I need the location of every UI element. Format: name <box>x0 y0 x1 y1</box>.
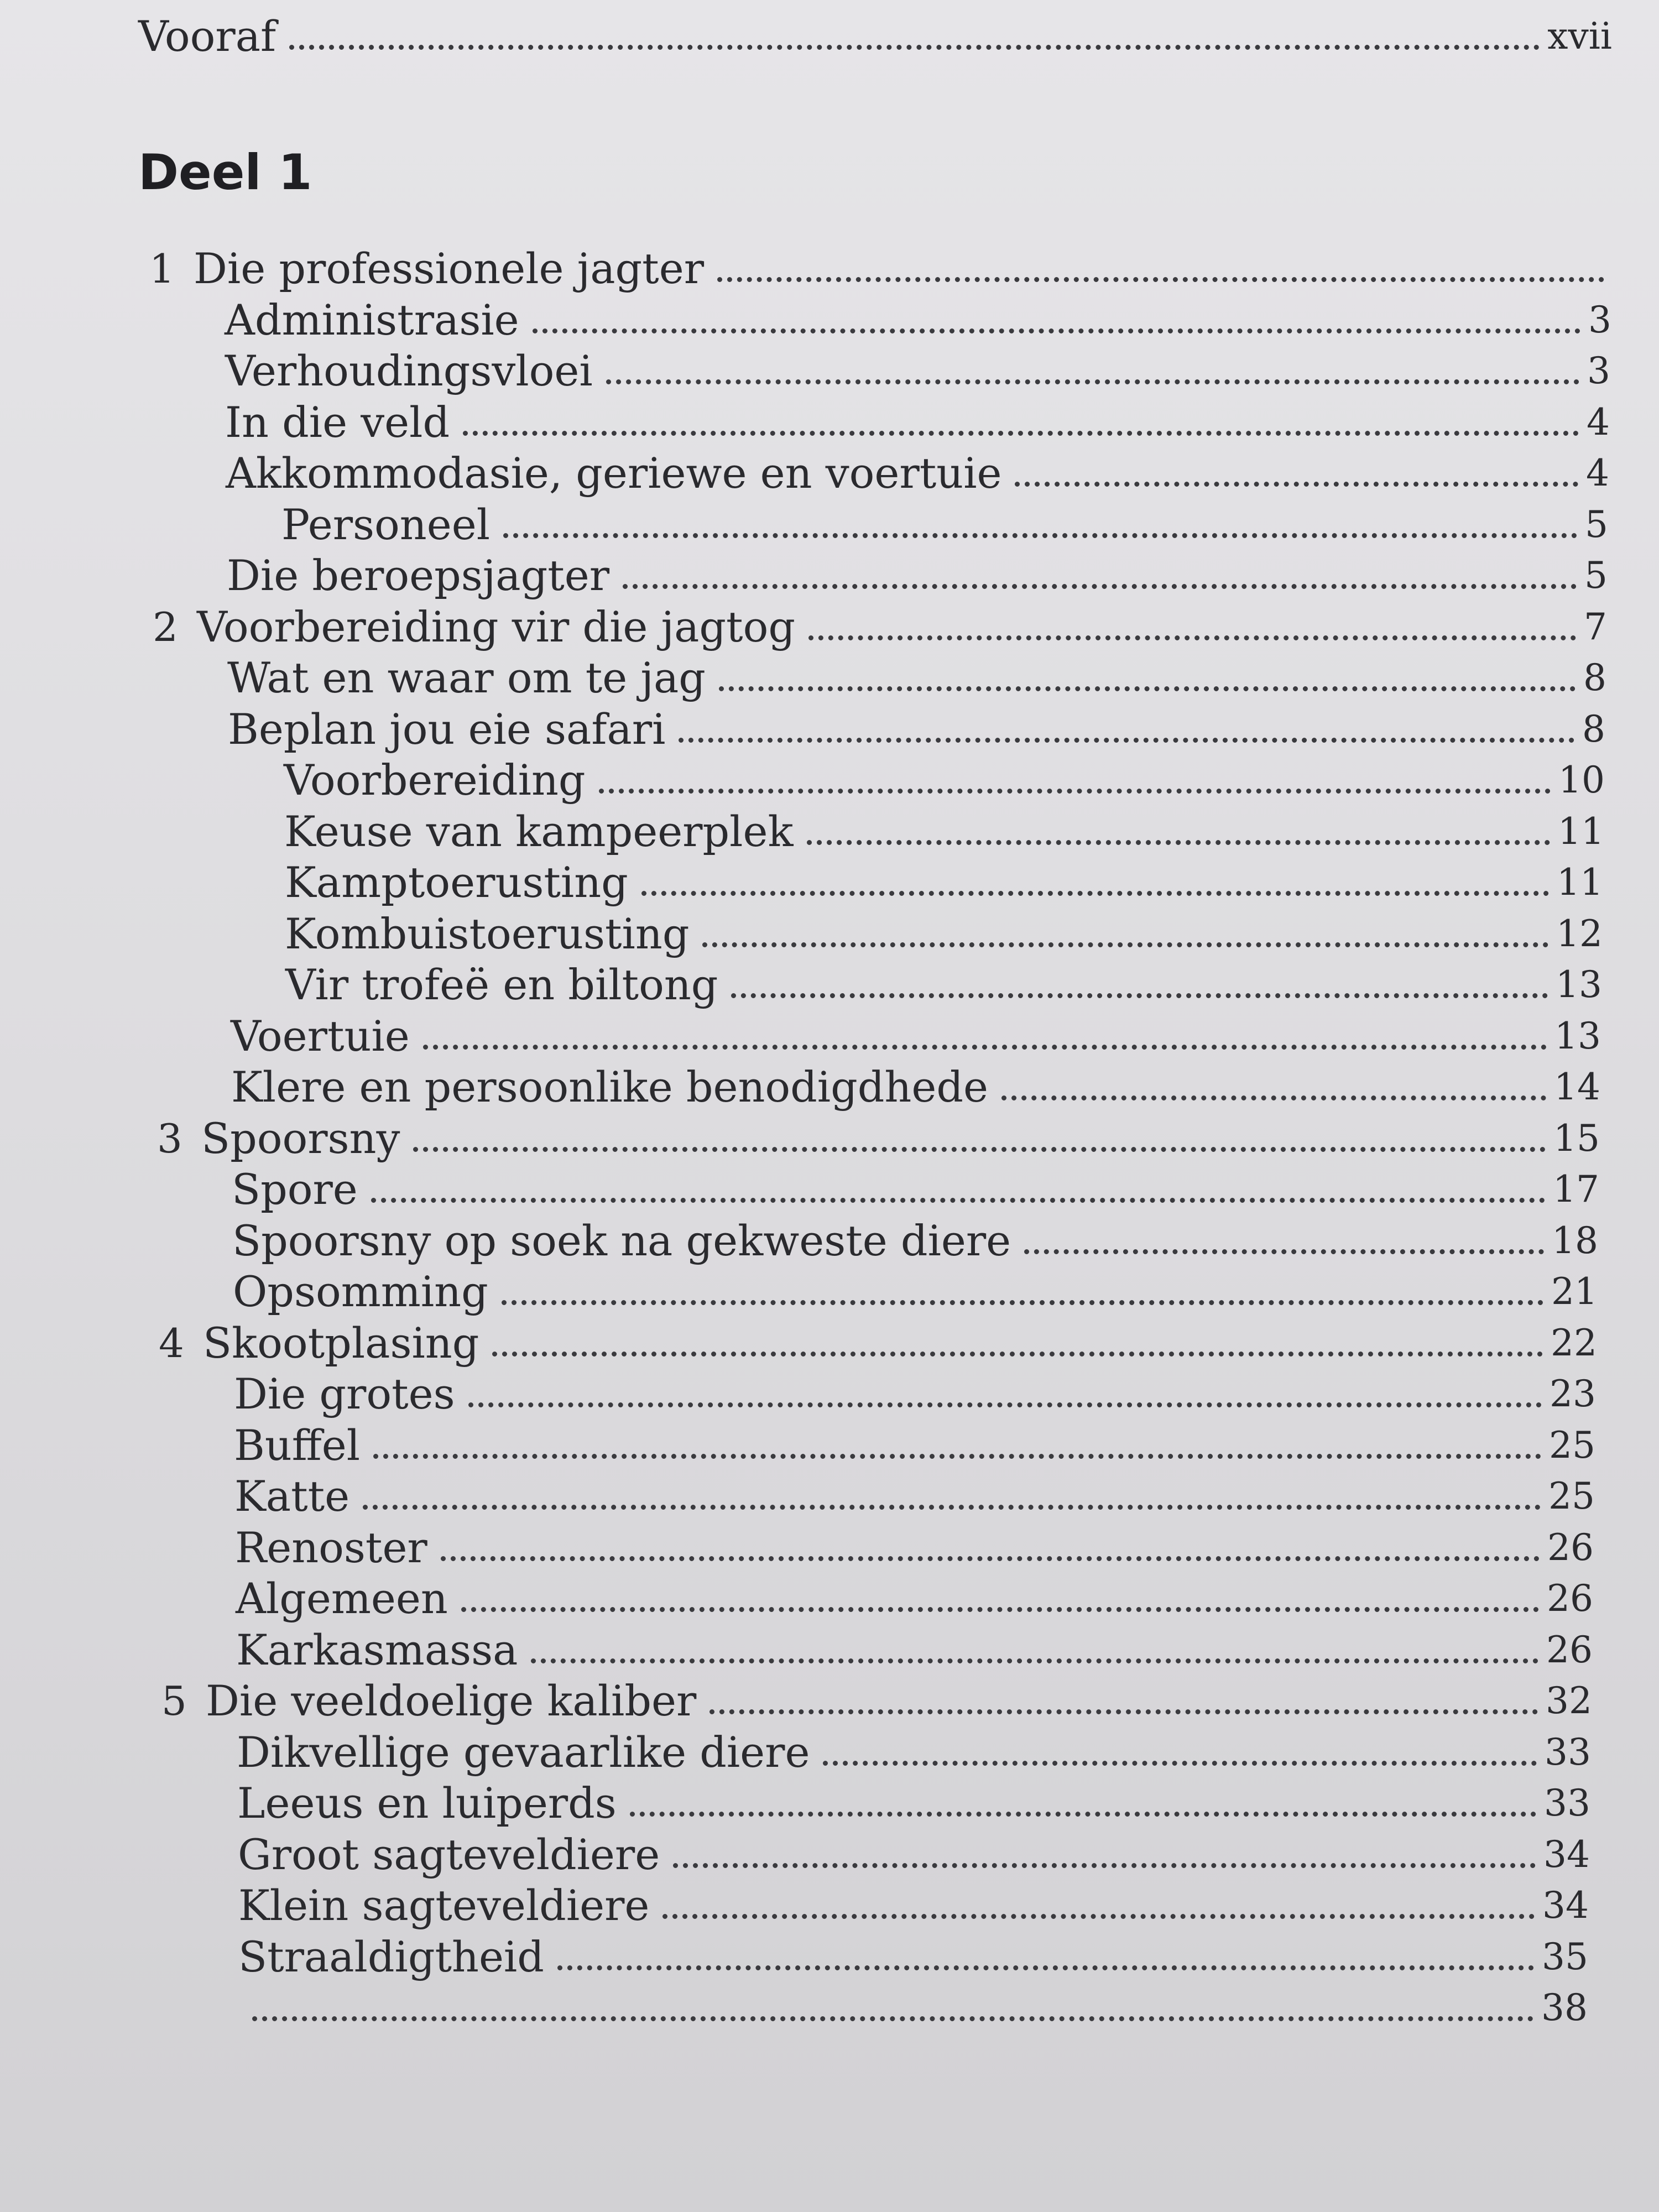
section-title: Algemeen <box>236 1574 448 1623</box>
dot-leader <box>1001 1095 1546 1100</box>
toc-entry <box>0 806 1659 857</box>
dot-leader <box>252 2016 1533 2021</box>
section-title: Opsomming <box>233 1267 488 1316</box>
toc-entry-page: 3 <box>1587 349 1610 392</box>
chapter-number: 3 <box>157 1115 182 1162</box>
toc-entry-page: 33 <box>1544 1782 1590 1824</box>
section-title: Kamptoerusting <box>285 858 628 907</box>
dot-leader <box>531 1658 1538 1663</box>
dot-leader <box>463 431 1579 436</box>
toc-entry <box>0 1215 1659 1266</box>
toc-entry <box>0 909 1659 959</box>
toc-entry-page: 21 <box>1551 1270 1598 1313</box>
dot-leader <box>1015 482 1578 487</box>
toc-entry <box>0 959 1659 1010</box>
toc-entry-page: 33 <box>1545 1730 1591 1773</box>
dot-leader <box>413 1147 1546 1152</box>
toc-entry-page: 10 <box>1558 759 1605 801</box>
dot-leader <box>662 1914 1535 1919</box>
toc-entry <box>0 602 1659 653</box>
dot-leader <box>807 840 1551 845</box>
dot-leader <box>599 789 1551 794</box>
chapter-title: Die veeldoelige kaliber <box>206 1676 697 1725</box>
toc-entry-page: 26 <box>1546 1628 1593 1671</box>
toc-entry <box>0 1318 1659 1369</box>
toc-entry <box>0 1266 1659 1317</box>
section-title: Spoorsny op soek na gekweste diere <box>232 1215 1011 1265</box>
section-title: Renoster <box>235 1522 427 1572</box>
toc-entry <box>0 1778 1659 1829</box>
toc-entry <box>0 1369 1659 1420</box>
dot-leader <box>719 686 1575 691</box>
toc-entry-page: 14 <box>1554 1066 1600 1108</box>
chapter-title: Skootplasing <box>203 1318 479 1368</box>
section-title: Vir trofeë en biltong <box>285 960 718 1009</box>
dot-leader <box>441 1556 1540 1561</box>
toc-entry <box>0 243 1659 294</box>
dot-leader <box>502 1300 1543 1305</box>
toc-entry <box>0 397 1659 448</box>
toc-entry-page: 4 <box>1587 400 1610 444</box>
toc-entry-page: 4 <box>1586 452 1609 494</box>
section-title: Voorbereiding <box>284 755 586 805</box>
toc-entry <box>0 448 1659 499</box>
dot-leader <box>492 1352 1543 1357</box>
toc-entry <box>0 1625 1659 1676</box>
dot-leader <box>1024 1249 1544 1254</box>
toc-entry <box>0 653 1659 703</box>
toc-entry <box>0 704 1659 755</box>
section-title: Beplan jou eie safari <box>228 704 666 754</box>
chapter-title: Die professionele jagter <box>194 244 705 293</box>
section-title: Klere en persoonlike benodigdhede <box>231 1062 988 1112</box>
dot-leader <box>823 1761 1537 1766</box>
toc-entry <box>0 1164 1659 1215</box>
dot-leader <box>808 635 1576 640</box>
toc-entry-title: Vooraf <box>138 12 276 61</box>
toc-entry-page: 5 <box>1584 554 1608 597</box>
dot-leader <box>673 1863 1536 1868</box>
toc-entry <box>0 1573 1659 1624</box>
section-title: Administrasie <box>225 295 519 345</box>
dot-leader <box>557 1965 1534 1970</box>
dot-leader <box>630 1812 1536 1817</box>
toc-entry-page: 38 <box>1541 1986 1588 2029</box>
dot-leader <box>373 1454 1541 1459</box>
section-title: Spore <box>232 1165 358 1214</box>
dot-leader <box>679 738 1574 743</box>
section-title: Personeel <box>281 499 490 549</box>
toc-entry-page: 8 <box>1582 707 1605 750</box>
toc-entry-page: 26 <box>1547 1577 1593 1620</box>
toc-entry <box>0 755 1659 806</box>
toc-entry-page: 12 <box>1556 912 1603 955</box>
toc-entry-page: 17 <box>1553 1168 1599 1211</box>
toc-entry <box>0 550 1659 601</box>
toc-entry-page: 8 <box>1583 656 1606 699</box>
dot-leader <box>731 993 1548 998</box>
section-title: Klein sagteveldiere <box>238 1881 650 1930</box>
section-title: Kombuistoerusting <box>285 909 690 958</box>
section-title: Akkommodasie, geriewe en voertuie <box>226 448 1002 498</box>
toc-entry <box>0 1471 1659 1522</box>
toc-entry-page: 35 <box>1542 1935 1588 1978</box>
toc-entry-intro <box>0 11 1659 62</box>
section-title: Leeus en luiperds <box>237 1778 617 1828</box>
dot-leader <box>533 328 1580 333</box>
toc-entry-page: 15 <box>1553 1117 1600 1160</box>
toc-entry-page: 3 <box>1588 298 1611 341</box>
toc-entry-page: 34 <box>1543 1833 1590 1876</box>
toc-entry <box>0 295 1659 346</box>
section-title: In die veld <box>225 397 450 447</box>
dot-leader <box>717 277 1604 282</box>
dot-leader <box>503 533 1577 538</box>
toc-entry <box>0 1113 1659 1164</box>
dot-leader <box>468 1402 1542 1407</box>
section-title: Dikvellige gevaarlike diere <box>237 1727 810 1777</box>
section-title: Katte <box>234 1472 350 1521</box>
dot-leader <box>371 1198 1545 1203</box>
toc-entry-page: 25 <box>1549 1423 1595 1467</box>
section-title: Buffel <box>234 1420 361 1470</box>
toc-entry <box>0 1420 1659 1471</box>
toc-entry-page: 32 <box>1546 1679 1592 1722</box>
dot-leader <box>363 1505 1541 1510</box>
toc-entry-page: 22 <box>1551 1321 1597 1364</box>
section-title: Straaldigtheid <box>238 1932 544 1981</box>
dot-leader <box>641 891 1549 896</box>
dot-leader <box>606 379 1579 384</box>
part-heading: Deel 1 <box>138 144 312 201</box>
dot-leader <box>423 1045 1547 1050</box>
toc-entry <box>0 346 1659 397</box>
chapter-title: Voorbereiding vir die jagtog <box>197 602 795 651</box>
section-title: Keuse van kampeerplek <box>284 806 794 856</box>
toc-entry <box>0 1983 1659 2033</box>
toc-entry <box>0 1011 1659 1062</box>
toc-entry <box>0 1522 1659 1573</box>
toc-entry-page: 13 <box>1556 963 1602 1006</box>
toc-entry-page: xvii <box>1547 15 1612 58</box>
toc-entry-page: 23 <box>1550 1373 1596 1415</box>
dot-leader <box>623 584 1577 589</box>
chapter-number: 4 <box>159 1319 184 1366</box>
section-title: Die beroepsjagter <box>227 551 610 600</box>
toc-entry-page: 11 <box>1558 810 1604 853</box>
dot-leader <box>709 1709 1538 1714</box>
dot-leader <box>702 942 1548 947</box>
toc-entry-page: 7 <box>1584 605 1607 648</box>
toc-entry <box>0 1676 1659 1726</box>
toc-entry <box>0 857 1659 908</box>
toc-entry <box>0 1062 1659 1113</box>
chapter-title: Spoorsny <box>201 1113 400 1163</box>
toc-entry <box>0 1932 1659 1983</box>
toc-entry <box>0 1727 1659 1778</box>
toc-entry <box>0 499 1659 550</box>
chapter-number: 5 <box>161 1678 187 1724</box>
toc-entry <box>0 1880 1659 1931</box>
toc-entry-page: 25 <box>1548 1475 1595 1517</box>
dot-leader <box>289 45 1540 50</box>
chapter-number: 2 <box>153 603 178 650</box>
section-title: Karkasmassa <box>236 1625 518 1674</box>
toc-entry-page: 34 <box>1542 1884 1589 1927</box>
toc-entry-page: 26 <box>1547 1526 1594 1569</box>
section-title: Voertuie <box>231 1011 410 1061</box>
toc-entry-page: 18 <box>1552 1219 1598 1262</box>
toc-entry-page: 13 <box>1554 1014 1601 1057</box>
toc-entry-page: 11 <box>1557 861 1603 904</box>
toc-entry <box>0 1829 1659 1880</box>
chapter-number: 1 <box>149 246 175 292</box>
section-title: Wat en waar om te jag <box>227 653 706 702</box>
toc-entry-page: 5 <box>1585 503 1608 546</box>
section-title: Verhoudingsvloei <box>225 346 593 395</box>
section-title: Groot sagteveldiere <box>238 1829 660 1879</box>
section-title: Die grotes <box>234 1369 455 1418</box>
dot-leader <box>461 1607 1539 1612</box>
